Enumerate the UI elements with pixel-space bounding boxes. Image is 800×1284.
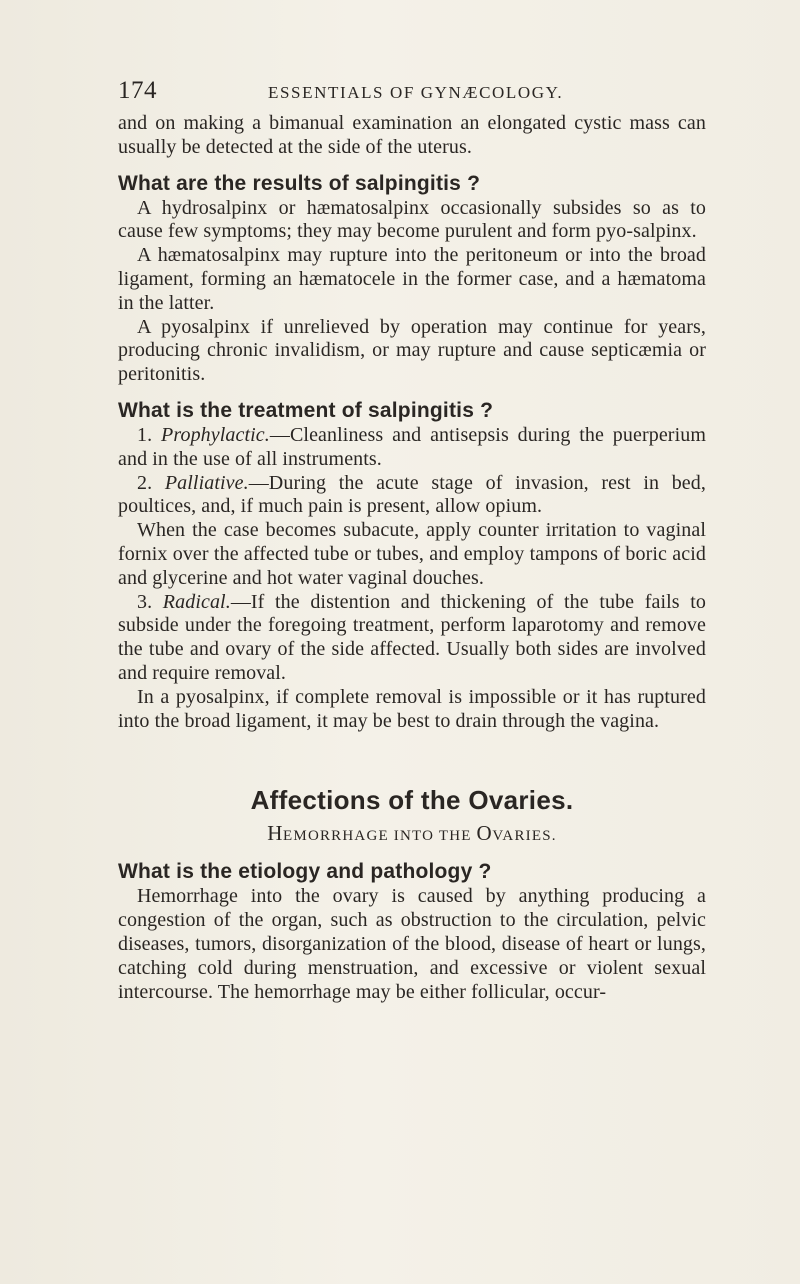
section-title: Affections of the Ovaries. [250,785,574,816]
question-heading-etiology: What is the etiology and pathology ? [118,860,492,884]
paragraph-hydrosalpinx: A hydrosalpinx or hæmatosalpinx occasionally subsides so as to cause few symptoms; they may become purulent and form pyo-salpinx. [118,196,706,243]
paragraph-drainage: In a pyosalpinx, if complete removal is impossible or it has ruptured into the broad ligament, it may be best to drain through the vagina. [118,685,706,732]
section-subtitle: HEMORRHAGE INTO THE OVARIES. [267,821,557,846]
treatment-label: Prophylactic. [161,423,270,446]
treatment-label: Radical. [162,590,231,613]
treatment-palliative [118,472,706,520]
paragraph-etiology: Hemorrhage into the ovary is caused by anything producing a congestion of the organ, such as obstruction to the circulation, pelvic diseases, tumors, disorganization of the blood, disease of heart or lungs, catching cold during menstruation, and excessive or violent sexual intercourse. The hemorrhage may be either follicular, occur- [118,885,706,1003]
treatment-text: —Cleanliness and antisepsis during the puerperium and in the use of all instruments. [118,423,706,470]
page-body [118,112,706,1004]
treatment-prophylactic [118,424,706,472]
question-heading-treatment: What is the treatment of salpingitis ? [118,398,494,422]
paragraph-haematosalpinx: A hæmatosalpinx may rupture into the peritoneum or into the broad ligament, forming an hæmatocele in the former case, and a hæmatoma in the latter. [118,244,706,314]
item-number: 1. [137,423,153,446]
treatment-text: —If the distention and thickening of the tube fails to subside under the foregoing treatment, perform laparotomy and remove the tube and ovary of the side affected. Usually both sides are involved and require removal. [118,590,707,684]
treatment-radical [118,591,706,686]
question-heading-results: What are the results of salpingitis ? [118,171,481,195]
running-head: ESSENTIALS OF GYNÆCOLOGY. [268,83,564,102]
item-number: 2. [137,471,153,494]
treatment-text: —During the acute stage of invasion, rest in bed, poultices, and, if much pain is present, allow opium. [118,471,706,518]
paragraph-subacute: When the case becomes subacute, apply counter irritation to vaginal fornix over the affected tube or tubes, and employ tampons of boric acid and glycerine and hot water vaginal douches. [118,519,706,589]
paragraph-pyosalpinx: A pyosalpinx if unrelieved by operation may continue for years, producing chronic invalidism, or may rupture and cause septicæmia or peritonitis. [118,315,706,386]
item-number: 3. [137,590,153,613]
paragraph-continuation: and on making a bimanual examination an elongated cystic mass can usually be detected at the side of the uterus. [118,112,706,158]
page-number: 174 [118,77,157,104]
treatment-label: Palliative. [164,471,249,494]
page-header [118,78,706,104]
